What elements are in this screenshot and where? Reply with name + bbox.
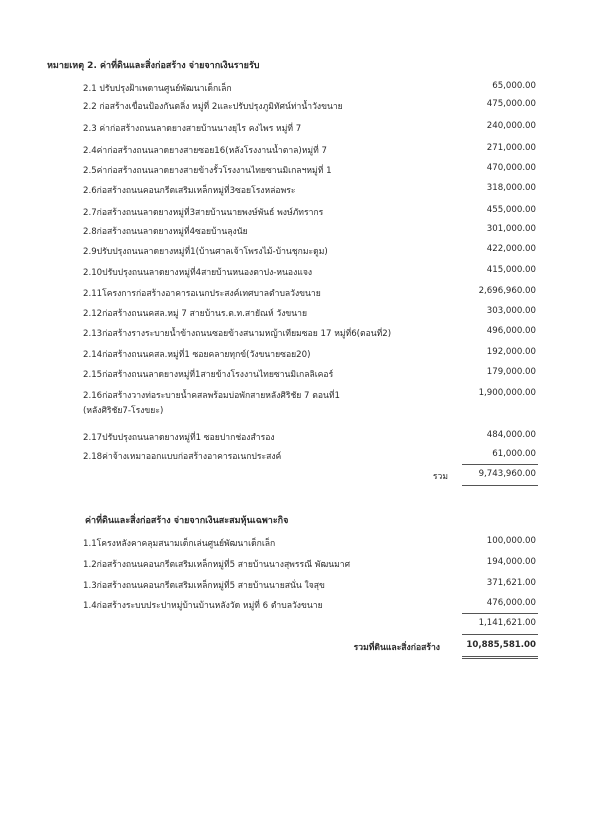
item-amount: 192,000.00: [486, 347, 536, 357]
item-label: 2.18ค่าจ้างเหมาออกแบบก่อสร้างอาคารอเนกประสงค์: [83, 452, 282, 462]
list-item: [0, 536, 600, 550]
item-amount: 415,000.00: [486, 265, 536, 275]
list-item: [0, 183, 600, 197]
grand-total-amount: 10,885,581.00: [466, 640, 536, 650]
item-label: 2.16ก่อสร้างวางท่อระบายน้ำคสลพร้อมบ่อพักสายหลังศิริชัย 7 ตอนที่1: [83, 391, 341, 401]
item-label: 2.12ก่อสร้างถนนคสล.หมู่ 7 สายบ้านร.ต.ท.สายัณห์ วังขนาย: [83, 309, 308, 319]
list-item: [0, 578, 600, 592]
grand-total-rule-2: [462, 658, 538, 659]
item-label: 2.6ก่อสร้างถนนคอนกรีตเสริมเหล็กหมู่ที่3ซอยโรงหล่อพระ: [83, 186, 296, 196]
list-item: [0, 244, 600, 258]
list-item: [0, 121, 600, 135]
item-label-continuation: (หลังศิริชัย7-โรงขยะ): [83, 406, 164, 416]
list-item: [0, 286, 600, 300]
item-label: 2.2 ก่อสร้างเขื่อนป้องกันตลิ่ง หมู่ที่ 2และปรับปรุงภูมิทัศน์ท่าน้ำวังขนาย: [83, 102, 343, 112]
total-label: รวม: [432, 472, 448, 482]
item-amount: 2,696,960.00: [478, 286, 536, 296]
list-item: [0, 430, 600, 444]
list-item: [0, 367, 600, 381]
list-item: [0, 388, 600, 420]
item-amount: 470,000.00: [486, 163, 536, 173]
item-amount: 194,000.00: [486, 557, 536, 567]
item-label: 2.1 ปรับปรุงฝ้าเพดานศูนย์พัฒนาเด็กเล็ก: [83, 84, 232, 94]
item-amount: 476,000.00: [486, 598, 536, 608]
item-label: 2.9ปรับปรุงถนนลาดยางหมู่ที่1(บ้านศาลเจ้าโพรงไม้-บ้านชุกมะดูม): [83, 247, 328, 257]
list-item: [0, 306, 600, 320]
item-label: 2.10ปรับปรุงถนนลาดยางหมู่ที่4สายบ้านหนองตาปง-หนองแจง: [83, 268, 313, 278]
list-item: [0, 99, 600, 113]
list-item: [0, 265, 600, 279]
item-amount: 455,000.00: [486, 205, 536, 215]
item-label: 2.7ก่อสร้างถนนลาดยางหมู่ที่3สายบ้านนายพงษ์พันธ์ พงษ์ภัทรากร: [83, 208, 324, 218]
total-amount: 9,743,960.00: [478, 469, 536, 479]
grand-total-label: รวมที่ดินและสิ่งก่อสร้าง: [353, 643, 440, 653]
item-label: 2.4ค่าก่อสร้างถนนลาดยางสายซอย16(หลังโรงงานน้ำตาล)หมู่ที่ 7: [83, 146, 327, 156]
item-amount: 496,000.00: [486, 326, 536, 336]
total-rule: [462, 485, 538, 486]
item-amount: 271,000.00: [486, 143, 536, 153]
item-label: 2.11โครงการก่อสร้างอาคารอเนกประสงค์เทศบาลตำบลวังขนาย: [83, 289, 321, 299]
item-label: 2.3 ค่าก่อสร้างถนนลาดยางสายบ้านนางยุไร คงไพร หมู่ที่ 7: [83, 124, 302, 134]
item-amount: 100,000.00: [486, 536, 536, 546]
list-item: [0, 598, 600, 612]
item-label: 2.14ก่อสร้างถนนคสล.หมู่ที่1 ซอยคลายทุกข์(วังขนายซอย20): [83, 350, 311, 360]
item-label: 1.1โครงหลังคาคลุมสนามเด็กเล่นศูนย์พัฒนาเด็กเล็ก: [83, 539, 276, 549]
item-amount: 1,900,000.00: [478, 388, 536, 398]
item-amount: 61,000.00: [492, 449, 536, 459]
item-amount: 303,000.00: [486, 306, 536, 316]
item-label: 1.3ก่อสร้างถนนคอนกรีตเสริมเหล็กหมู่ที่5 สายบ้านนายสนั่น ใจสุข: [83, 581, 325, 591]
list-item: [0, 326, 600, 340]
list-item: [0, 449, 600, 463]
item-label: 2.15ก่อสร้างถนนลาดยางหมู่ที่1สายข้างโรงงานไทยซานมิเกลลิเคอร์: [83, 370, 334, 380]
subtotal-rule: [462, 464, 538, 465]
item-amount: 484,000.00: [486, 430, 536, 440]
item-amount: 65,000.00: [492, 81, 536, 91]
item-label: 1.2ก่อสร้างถนนคอนกรีตเสริมเหล็กหมู่ที่5 สายบ้านนางสุพรรณี พัฒนมาศ: [83, 560, 351, 570]
item-amount: 179,000.00: [486, 367, 536, 377]
list-item: [0, 347, 600, 361]
section2-heading: ค่าที่ดินและสิ่งก่อสร้าง จ่ายจากเงินสะสมหุ้นเฉพาะกิจ: [85, 516, 289, 526]
item-amount: 318,000.00: [486, 183, 536, 193]
list-item: [0, 143, 600, 157]
list-item: [0, 163, 600, 177]
item-amount: 371,621.00: [486, 578, 536, 588]
grand-total-rule-1: [462, 656, 538, 657]
item-label: 2.17ปรับปรุงถนนลาดยางหมู่ที่1 ซอยปากช่องสำรอง: [83, 433, 275, 443]
item-amount: 422,000.00: [486, 244, 536, 254]
item-label: 2.8ก่อสร้างถนนลาดยางหมู่ที่4ซอยบ้านลุงนัย: [83, 227, 248, 237]
list-item: [0, 557, 600, 571]
grand-total: [0, 640, 600, 654]
section1-heading: หมายเหตุ 2. ค่าที่ดินและสิ่งก่อสร้าง จ่ายจากเงินรายรับ: [47, 61, 260, 71]
list-item: [0, 224, 600, 238]
item-label: 1.4ก่อสร้างระบบประปาหมู่บ้านบ้านหลังวัด หมู่ที่ 6 ตำบลวังขนาย: [83, 601, 323, 611]
item-label: 2.5ค่าก่อสร้างถนนลาดยางสายข้างรั้วโรงงานไทยซานมิเกลฯหมู่ที่ 1: [83, 166, 332, 176]
section1-total: [0, 469, 600, 483]
item-label: 2.13ก่อสร้างรางระบายน้ำข้างถนนซอยข้างสนามหญ้าเทียมซอย 17 หมู่ที่6(ตอนที่2): [83, 329, 392, 339]
subtotal-bottom-rule: [462, 634, 538, 635]
subtotal-amount: 1,141,621.00: [478, 618, 536, 628]
section2-subtotal: [0, 618, 600, 632]
item-amount: 240,000.00: [486, 121, 536, 131]
list-item: [0, 81, 600, 95]
item-amount: 301,000.00: [486, 224, 536, 234]
item-amount: 475,000.00: [486, 99, 536, 109]
subtotal-rule: [462, 613, 538, 614]
list-item: [0, 205, 600, 219]
